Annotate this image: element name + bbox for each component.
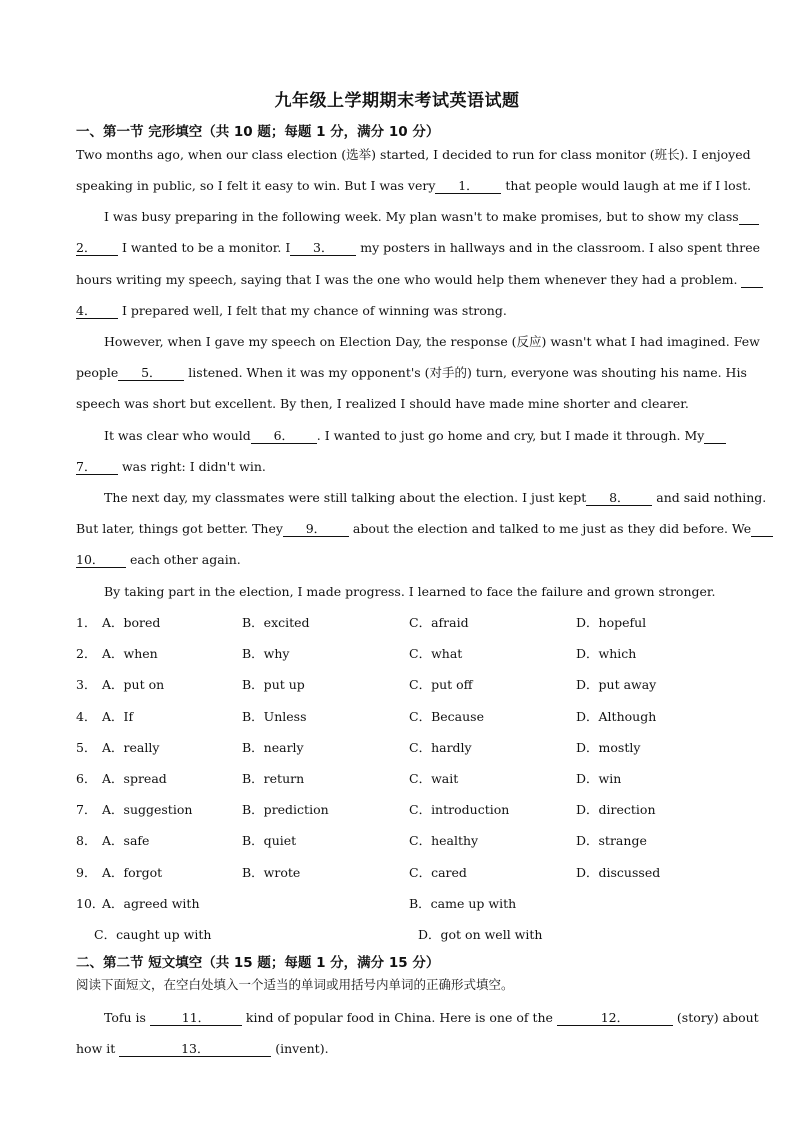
option-d[interactable]: D．which	[576, 646, 637, 662]
blank-10[interactable]: 10．	[76, 553, 126, 568]
option-b[interactable]: B．excited	[242, 615, 310, 630]
passage-text: It was clear who would	[104, 428, 251, 443]
option-d[interactable]: D．got on well with	[418, 927, 543, 942]
passage-line: speech was short but excellent. By then, I realized I should have made mine shorter and clearer.	[76, 396, 689, 411]
page-title: 九年级上学期期末考试英语试题	[274, 91, 520, 111]
passage-text: hours writing my speech, saying that I was the one who would help them whenever they had a problem.	[76, 272, 738, 287]
passage-text: each other again.	[126, 552, 241, 567]
passage-line	[104, 428, 736, 444]
passage-text: was right: I didn't win.	[118, 459, 266, 474]
option-c[interactable]: C．hardly	[409, 739, 472, 755]
option-d[interactable]: D．discussed	[576, 864, 661, 880]
blank-6[interactable]: 6．	[251, 429, 317, 444]
blank-1[interactable]: 1．	[435, 179, 501, 194]
option-b[interactable]: B．came up with	[409, 896, 517, 911]
option-c[interactable]: C．caught up with	[94, 927, 212, 942]
passage-text: speaking in public, so I felt it easy to win. But I was very	[76, 178, 436, 193]
blank-4-start[interactable]	[741, 273, 763, 288]
option-c[interactable]: C．Because	[409, 708, 484, 724]
question-number: 2．	[76, 646, 97, 662]
question-number: 5．	[76, 739, 97, 755]
option-d[interactable]: D．direction	[576, 802, 656, 818]
passage-text: that people would laugh at me if I lost.	[501, 178, 752, 193]
passage-text: . I wanted to just go home and cry, but I made it through. My	[316, 428, 705, 443]
option-b[interactable]: B．nearly	[242, 739, 304, 755]
passage-text: I wanted to be a monitor. I	[118, 240, 291, 255]
passage-text: kind of popular food in China. Here is one of the	[241, 1010, 553, 1025]
question-number: 9．	[76, 864, 97, 880]
passage-text: I prepared well, I felt that my chance of winning was strong.	[118, 303, 507, 318]
passage-line	[76, 459, 736, 475]
option-a[interactable]: A．If	[102, 708, 134, 724]
passage-line	[76, 365, 747, 381]
option-b[interactable]: B．return	[242, 771, 305, 786]
option-b[interactable]: B．why	[242, 646, 290, 662]
blank-7[interactable]: 7．	[76, 460, 118, 475]
option-a[interactable]: A．bored	[102, 615, 161, 630]
question-number: 6．	[76, 771, 97, 786]
option-a[interactable]: A．safe	[102, 833, 150, 849]
option-d[interactable]: D．strange	[576, 833, 647, 849]
question-number: 1．	[76, 615, 97, 630]
option-a[interactable]: A．suggestion	[102, 802, 193, 818]
blank-13[interactable]: 13．	[119, 1042, 271, 1057]
passage-line	[76, 521, 752, 537]
passage-text: people	[76, 365, 119, 380]
passage-text: about the election and talked to me just as they did before. We	[348, 521, 752, 536]
passage-text: But later, things got better. They	[76, 521, 283, 536]
passage-line	[104, 490, 767, 506]
option-b[interactable]: B．Unless	[242, 708, 307, 724]
option-a[interactable]: A．forgot	[102, 864, 163, 880]
option-b[interactable]: B．put up	[242, 677, 305, 693]
option-b[interactable]: B．wrote	[242, 864, 301, 880]
blank-2-start[interactable]	[739, 210, 759, 225]
passage-line: Two months ago, when our class election (选举) started, I decided to run for class monitor (班长). I enjoyed	[76, 147, 751, 162]
passage-line	[76, 1041, 736, 1057]
passage-line	[76, 552, 736, 568]
question-number: 7．	[76, 802, 97, 818]
option-c[interactable]: C．what	[409, 646, 463, 662]
option-a[interactable]: A．really	[102, 739, 160, 755]
blank-2[interactable]: 2．	[76, 241, 118, 256]
option-a[interactable]: A．when	[102, 646, 158, 662]
passage-line	[104, 1010, 759, 1026]
option-a[interactable]: A．agreed with	[102, 896, 200, 911]
blank-4[interactable]: 4．	[76, 304, 118, 319]
blank-5[interactable]: 5．	[118, 366, 184, 381]
blank-7-start[interactable]	[704, 429, 726, 444]
passage-text: listened. When it was my opponent's (对手的) turn, everyone was shouting his name. His	[184, 365, 747, 380]
question-number: 3．	[76, 677, 97, 693]
passage-text: Tofu is	[104, 1010, 146, 1025]
option-c[interactable]: C．healthy	[409, 833, 479, 849]
passage-text: and said nothing.	[652, 490, 767, 505]
option-c[interactable]: C．wait	[409, 771, 459, 786]
section2-heading: 二、第二节 短文填空（共 15 题；每题 1 分，满分 15 分）	[76, 955, 440, 971]
blank-10-start[interactable]	[751, 522, 773, 537]
passage-text: (story) about	[672, 1010, 759, 1025]
option-a[interactable]: A．put on	[102, 677, 165, 693]
section2-instruction: 阅读下面短文，在空白处填入一个适当的单词或用括号内单词的正确形式填空。	[76, 977, 514, 992]
passage-line	[76, 272, 736, 288]
option-c[interactable]: C．afraid	[409, 615, 469, 630]
section1-heading: 一、第一节 完形填空（共 10 题；每题 1 分，满分 10 分）	[76, 124, 440, 140]
option-a[interactable]: A．spread	[102, 771, 167, 786]
blank-12[interactable]: 12．	[557, 1011, 673, 1026]
passage-text: (invent).	[271, 1041, 329, 1056]
blank-3[interactable]: 3．	[290, 241, 356, 256]
passage-text: I was busy preparing in the following week. My plan wasn't to make promises, but to show my class	[104, 209, 739, 224]
passage-text: The next day, my classmates were still talking about the election. I just kept	[104, 490, 587, 505]
blank-9[interactable]: 9．	[283, 522, 349, 537]
option-b[interactable]: B．quiet	[242, 833, 297, 849]
option-d[interactable]: D．Although	[576, 708, 657, 724]
option-c[interactable]: C．introduction	[409, 802, 510, 818]
option-c[interactable]: C．cared	[409, 864, 467, 880]
option-d[interactable]: D．mostly	[576, 739, 641, 755]
passage-line: By taking part in the election, I made progress. I learned to face the failure and grown stronger.	[104, 584, 716, 599]
passage-line	[76, 303, 736, 319]
option-d[interactable]: D．put away	[576, 677, 657, 693]
blank-11[interactable]: 11．	[150, 1011, 242, 1026]
passage-text: how it	[76, 1041, 116, 1056]
question-number: 10．	[76, 896, 105, 911]
option-d[interactable]: D．win	[576, 771, 622, 786]
passage-line: However, when I gave my speech on Election Day, the response (反应) wasn't what I had imagined. Few	[104, 334, 760, 349]
blank-8[interactable]: 8．	[586, 491, 652, 506]
question-number: 4．	[76, 708, 97, 724]
option-d[interactable]: D．hopeful	[576, 615, 647, 630]
passage-line	[104, 209, 739, 225]
option-b[interactable]: B．prediction	[242, 802, 329, 818]
question-number: 8．	[76, 833, 97, 849]
passage-line	[76, 178, 752, 194]
passage-line	[76, 240, 761, 256]
passage-text: my posters in hallways and in the classroom. I also spent three	[356, 240, 761, 255]
option-c[interactable]: C．put off	[409, 677, 473, 693]
